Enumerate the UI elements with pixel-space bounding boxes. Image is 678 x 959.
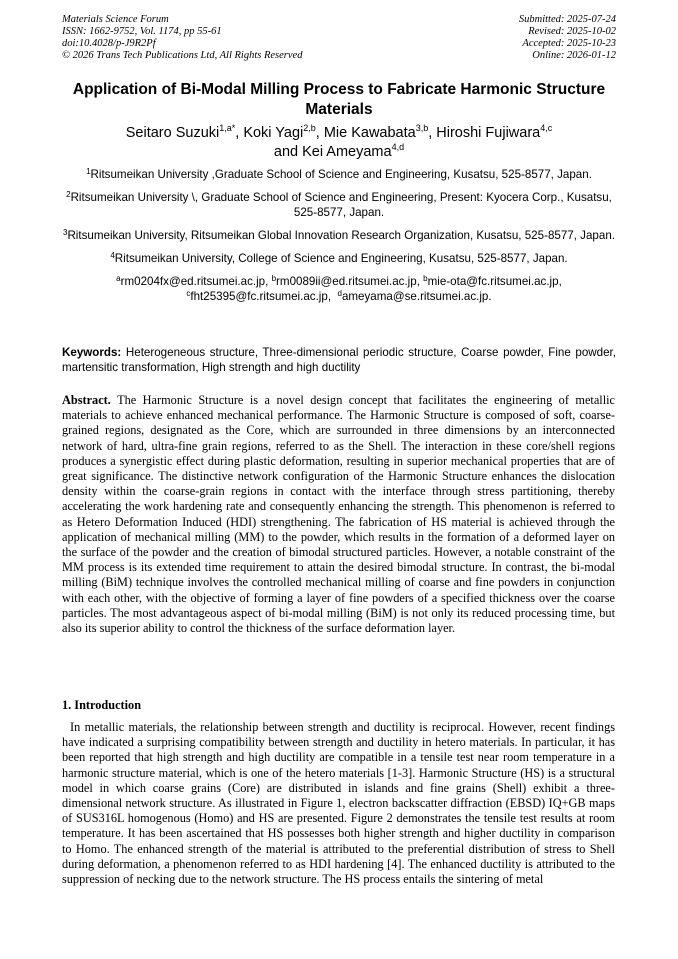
- revised-date: Revised: 2025-10-02: [528, 26, 616, 37]
- issn: ISSN: 1662-9752, Vol. 1174, pp 55-61: [62, 26, 222, 37]
- abstract-text: The Harmonic Structure is a novel design concept that facilitates the engineering of metallic materials to achieve enhanced mechanical performance. The Harmonic Structure is composed of soft, coarse-grained regions, designated as the Core, which are surrounded in three dimensions by an interconnected network of hard, ultra-fine grain regions, referred to as the Shell. The interaction in these core/shell regions produces a synergistic effect during plastic deformation, resulting in superior mechanical properties that are of great significance. The distinctive network configuration of the Harmonic Structure enhances the dislocation density within the coarse-grain regions in contact with the interface through stress partitioning, thereby accelerating the work hardening rate and consequently enhancing the strength. This phenomenon is referred to as Hetero Deformation Induced (HDI) strengthening. The fabrication of HS material is achieved through the application of mechanical milling (MM) to the powder, which results in the formation of a deformed layer on the surface of the powder and the creation of bimodal structured particles. However, a notable constraint of the MM process is its extended time requirement to attain the desired bimodal structure. In contrast, the bi-modal milling (BiM) technique involves the controlled mechanical milling of coarse and fine powders in conjunction with each other, with the objective of forming a layer of fine powders of a specified thickness over the coarse particles. The most advantageous aspect of bi-modal milling (BiM) is not only its reduced processing time, but also its superior ability to control the thickness of the surface deformation layer.: [62, 393, 615, 636]
- email-link[interactable]: rm0089ii@ed.ritsumei.ac.jp: [276, 275, 417, 288]
- doi[interactable]: doi:10.4028/p-J9R2Pf: [62, 38, 156, 49]
- author: Seitaro Suzuki$^{1,a*}$,: [125, 123, 244, 141]
- author: and Kei Ameyama$^{4,d}$: [273, 142, 405, 160]
- section-heading: 1. Introduction: [62, 698, 142, 712]
- keywords-block: [62, 346, 616, 375]
- abstract-label: Abstract.: [62, 393, 111, 407]
- affiliation: $^4$Ritsumeikan University, College of Science and Engineering, Kusatsu, 525-8577, Japan.: [110, 251, 568, 265]
- affiliation: $^1$Ritsumeikan University ,Graduate School of Science and Engineering, Kusatsu, 525-8577, Japan.: [86, 167, 592, 181]
- keywords-text: Heterogeneous structure, Three-dimensional periodic structure, Coarse powder, Fine powder, martensitic transformation, High strength and high ductility: [62, 346, 616, 374]
- affiliation: $^2$Ritsumeikan University \, Graduate School of Science and Engineering, Present: Kyocera Corp., Kusatsu, 525-8577, Japan.: [66, 190, 612, 219]
- author: Hiroshi Fujiwara$^{4,c}$: [436, 123, 553, 141]
- author: Mie Kawabata$^{3,b}$,: [323, 123, 437, 141]
- submitted-date: Submitted: 2025-07-24: [518, 14, 616, 25]
- affiliations: [60, 167, 618, 312]
- paper-title: Application of Bi-Modal Milling Process to Fabricate Harmonic Structure Materials: [72, 81, 606, 118]
- section-body: In metallic materials, the relationship between strength and ductility is reciprocal. However, recent findings have indicated a surprising compatibility between strength and ductility in hetero materials. In particular, it has been reported that high strength and high ductility are compatible in a tensile test near room temperature in a harmonic structure material, which is one of the hetero materials [1-3]. Harmonic Structure (HS) is a structural model in which coarse grains (Core) are distributed in islands and fine grains (Shell) exhibit a three-dimensional network structure. As illustrated in Figure 1, electron backscatter diffraction (EBSD) IQ+GB maps of SUS316L homogenous (Homo) and HS are presented. Figure 2 demonstrates the tensile test results at room temperature. It has been ascertained that HS possesses both higher strength and higher ductility in comparison to Homo. The enhanced strength of the material is attributed to the preferential distribution of stress to Shell during deformation, a phenomenon referred to as HDI hardening [4]. The enhanced ductility is attributed to the suppression of necking due to the network structure. The HS process entails the sintering of metal: [62, 720, 615, 887]
- email-link[interactable]: fht25395@fc.ritsumei.ac.jp: [190, 290, 328, 303]
- email-link[interactable]: mie-ota@fc.ritsumei.ac.jp: [427, 275, 559, 288]
- email-list: $^a$rm0204fx@ed.ritsumei.ac.jp, $^b$rm0089ii@ed.ritsumei.ac.jp, $^b$mie-ota@fc.ritsumei.ac.jp, $^c$fht25395@fc.ritsumei.ac.jp, $^d$ameyama@se.ritsumei.ac.jp.: [116, 274, 562, 303]
- affiliation: $^3$Ritsumeikan University, Ritsumeikan Global Innovation Research Organization, Kusatsu, 525-8577, Japan.: [62, 228, 615, 242]
- email-link[interactable]: ameyama@se.ritsumei.ac.jp: [341, 290, 489, 303]
- copyright: © 2026 Trans Tech Publications Ltd, All Rights Reserved: [62, 50, 303, 61]
- keywords-label: Keywords:: [62, 346, 122, 359]
- author-list: [40, 124, 638, 162]
- accepted-date: Accepted: 2025-10-23: [522, 38, 616, 49]
- abstract-block: [62, 393, 615, 636]
- journal-name: Materials Science Forum: [62, 14, 169, 25]
- email-link[interactable]: rm0204fx@ed.ritsumei.ac.jp: [120, 275, 266, 288]
- author: Koki Yagi$^{2,b}$,: [243, 123, 324, 141]
- online-date: Online: 2026-01-12: [532, 50, 616, 61]
